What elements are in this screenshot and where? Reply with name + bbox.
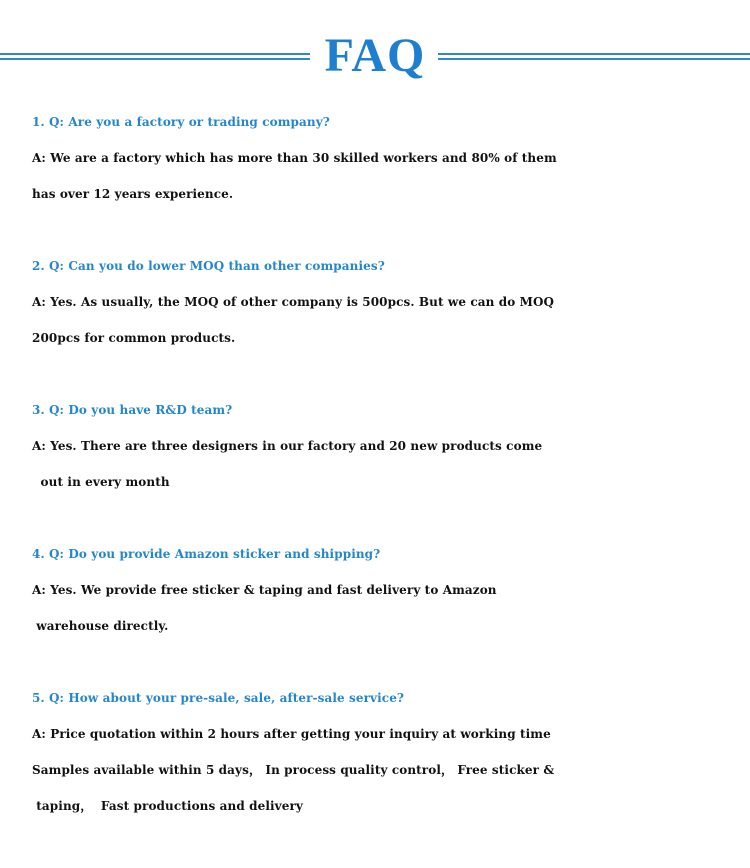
faq-question: 5. Q: How about your pre-sale, sale, after-sale service? bbox=[32, 691, 405, 705]
faq-answer-line: taping， Fast productions and delivery bbox=[32, 799, 303, 813]
faq-item-5 bbox=[0, 680, 750, 824]
faq-question: 4. Q: Do you provide Amazon sticker and shipping? bbox=[32, 547, 381, 561]
faq-question: 1. Q: Are you a factory or trading company? bbox=[32, 115, 330, 129]
faq-list bbox=[0, 104, 750, 824]
faq-item-1 bbox=[0, 104, 750, 248]
faq-answer-line: A: We are a factory which has more than 30 skilled workers and 80% of them bbox=[32, 151, 557, 165]
faq-answer-line: 200pcs for common products. bbox=[32, 331, 236, 345]
faq-question: 2. Q: Can you do lower MOQ than other companies? bbox=[32, 259, 385, 273]
faq-item-3 bbox=[0, 392, 750, 536]
faq-header bbox=[0, 28, 750, 88]
faq-item-4 bbox=[0, 536, 750, 680]
faq-answer-line: A: Yes. As usually, the MOQ of other company is 500pcs. But we can do MOQ bbox=[32, 295, 555, 309]
faq-answer-line: A: Yes. We provide free sticker & taping and fast delivery to Amazon bbox=[32, 583, 497, 597]
header-rule-left bbox=[0, 53, 310, 60]
faq-answer-line: A: Price quotation within 2 hours after getting your inquiry at working time bbox=[32, 727, 551, 741]
faq-answer-line: out in every month bbox=[32, 475, 170, 489]
faq-item-2 bbox=[0, 248, 750, 392]
faq-question: 3. Q: Do you have R&D team? bbox=[32, 403, 233, 417]
faq-answer-line: has over 12 years experience. bbox=[32, 187, 234, 201]
page-title: FAQ bbox=[324, 29, 426, 82]
faq-answer-line: warehouse directly. bbox=[32, 619, 169, 633]
header-rule-right bbox=[438, 53, 750, 60]
faq-answer-line: Samples available within 5 days， In process quality control， Free sticker & bbox=[32, 763, 555, 777]
faq-answer-line: A: Yes. There are three designers in our factory and 20 new products come bbox=[32, 439, 543, 453]
